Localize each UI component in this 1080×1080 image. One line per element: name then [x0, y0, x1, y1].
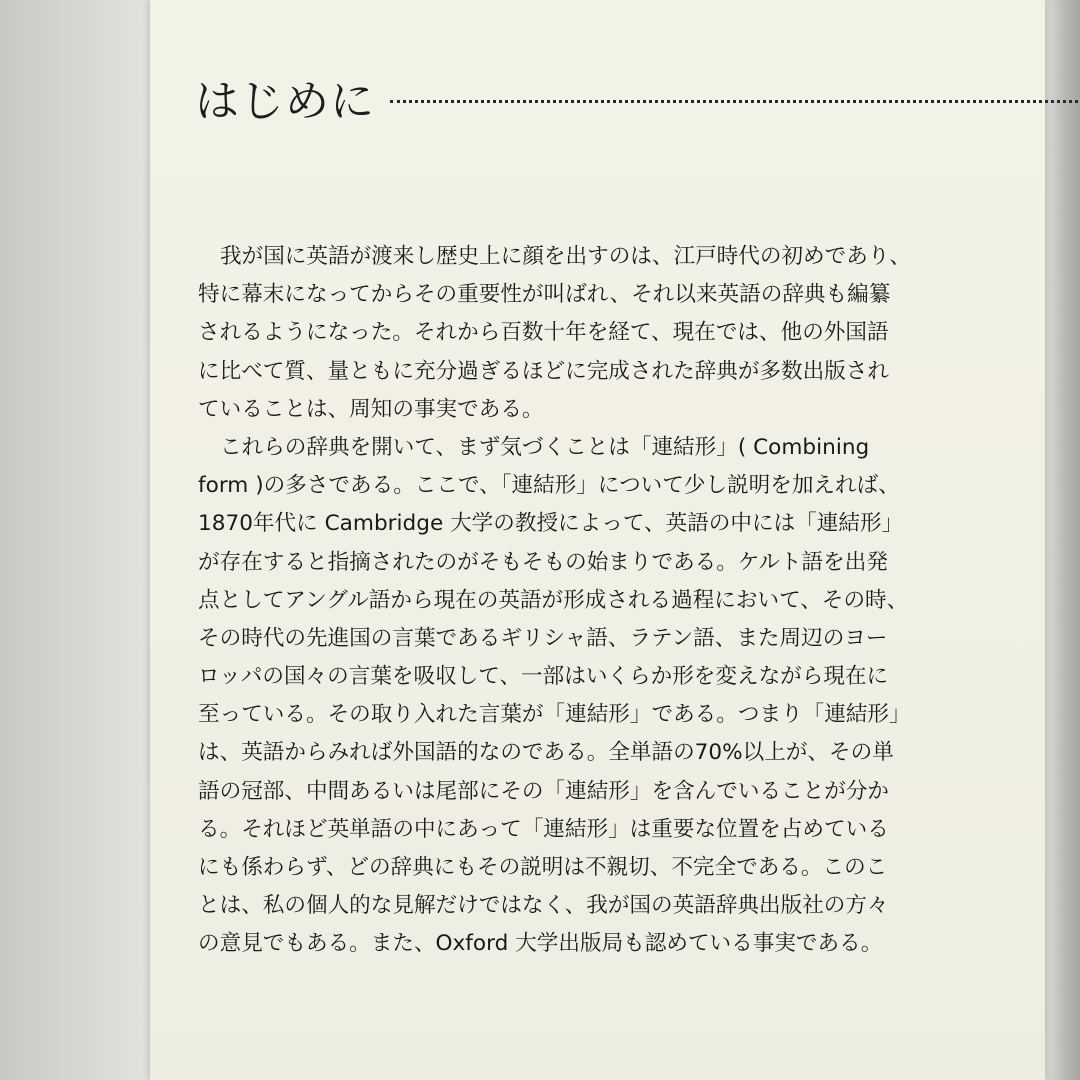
- background-left-shadow: [0, 0, 150, 1080]
- paragraph-line: 点としてアングル語から現在の英語が形成される過程において、その時、: [198, 587, 909, 613]
- paragraph-line: に比べて質、量ともに充分過ぎるほどに完成された辞典が多数出版され: [198, 358, 890, 384]
- section-heading: [195, 72, 895, 142]
- line-text: 我が国に英語が渡来し歴史上に顔を出すのは、江戸時代の初めであり、: [220, 244, 912, 269]
- paragraph-line: ロッパの国々の言葉を吸収して、一部はいくらか形を変えながら現在に: [198, 664, 889, 690]
- paragraph-line: が存在すると指摘されたのがそもそもの始まりである。ケルト語を出発: [198, 549, 888, 575]
- background-right-edge: [1044, 0, 1080, 1080]
- body-text: [198, 238, 916, 964]
- paragraph-line: form )の多さである。ここで、「連結形」について少し説明を加えれば、: [198, 473, 900, 499]
- paragraph-line: とは、私の個人的な見解だけではなく、我が国の英語辞典出版社の方々: [198, 893, 889, 919]
- paragraph-line: の意見でもある。また、Oxford 大学出版局も認めている事実である。: [198, 931, 883, 957]
- paragraph-line: 至っている。その取り入れた言葉が「連結形」である。つまり「連結形」: [198, 702, 911, 728]
- paragraph-line: にも係わらず、どの辞典にもその説明は不親切、不完全である。このこ: [198, 855, 888, 880]
- dotted-leader: [390, 100, 1080, 103]
- line-text: これらの辞典を開いて、まず気づくことは「連結形」( Combining: [220, 434, 870, 460]
- paragraph-line: されるようになった。それから百数十年を経て、現在では、他の外国語: [198, 320, 889, 346]
- paragraph-line: 特に幕末になってからその重要性が叫ばれ、それ以来英語の辞典も編纂: [198, 282, 891, 308]
- paragraph-line: は、英語からみれば外国語的なのである。全単語の70%以上が、その単: [198, 740, 894, 766]
- paragraph-line: その時代の先進国の言葉であるギリシャ語、ラテン語、また周辺のヨー: [198, 625, 888, 651]
- paragraph-line: ていることは、周知の事実である。: [198, 396, 544, 422]
- paragraph-line: [198, 429, 916, 467]
- page-title: はじめに: [195, 76, 375, 127]
- paragraph-line: 1870年代に Cambridge 大学の教授によって、英語の中には「連結形」: [198, 511, 904, 537]
- paragraph-line: [198, 238, 916, 276]
- paragraph-line: 語の冠部、中間あるいは尾部にその「連結形」を含んでいることが分か: [198, 778, 890, 804]
- paragraph-line: る。それほど英単語の中にあって「連結形」は重要な位置を占めている: [198, 816, 889, 842]
